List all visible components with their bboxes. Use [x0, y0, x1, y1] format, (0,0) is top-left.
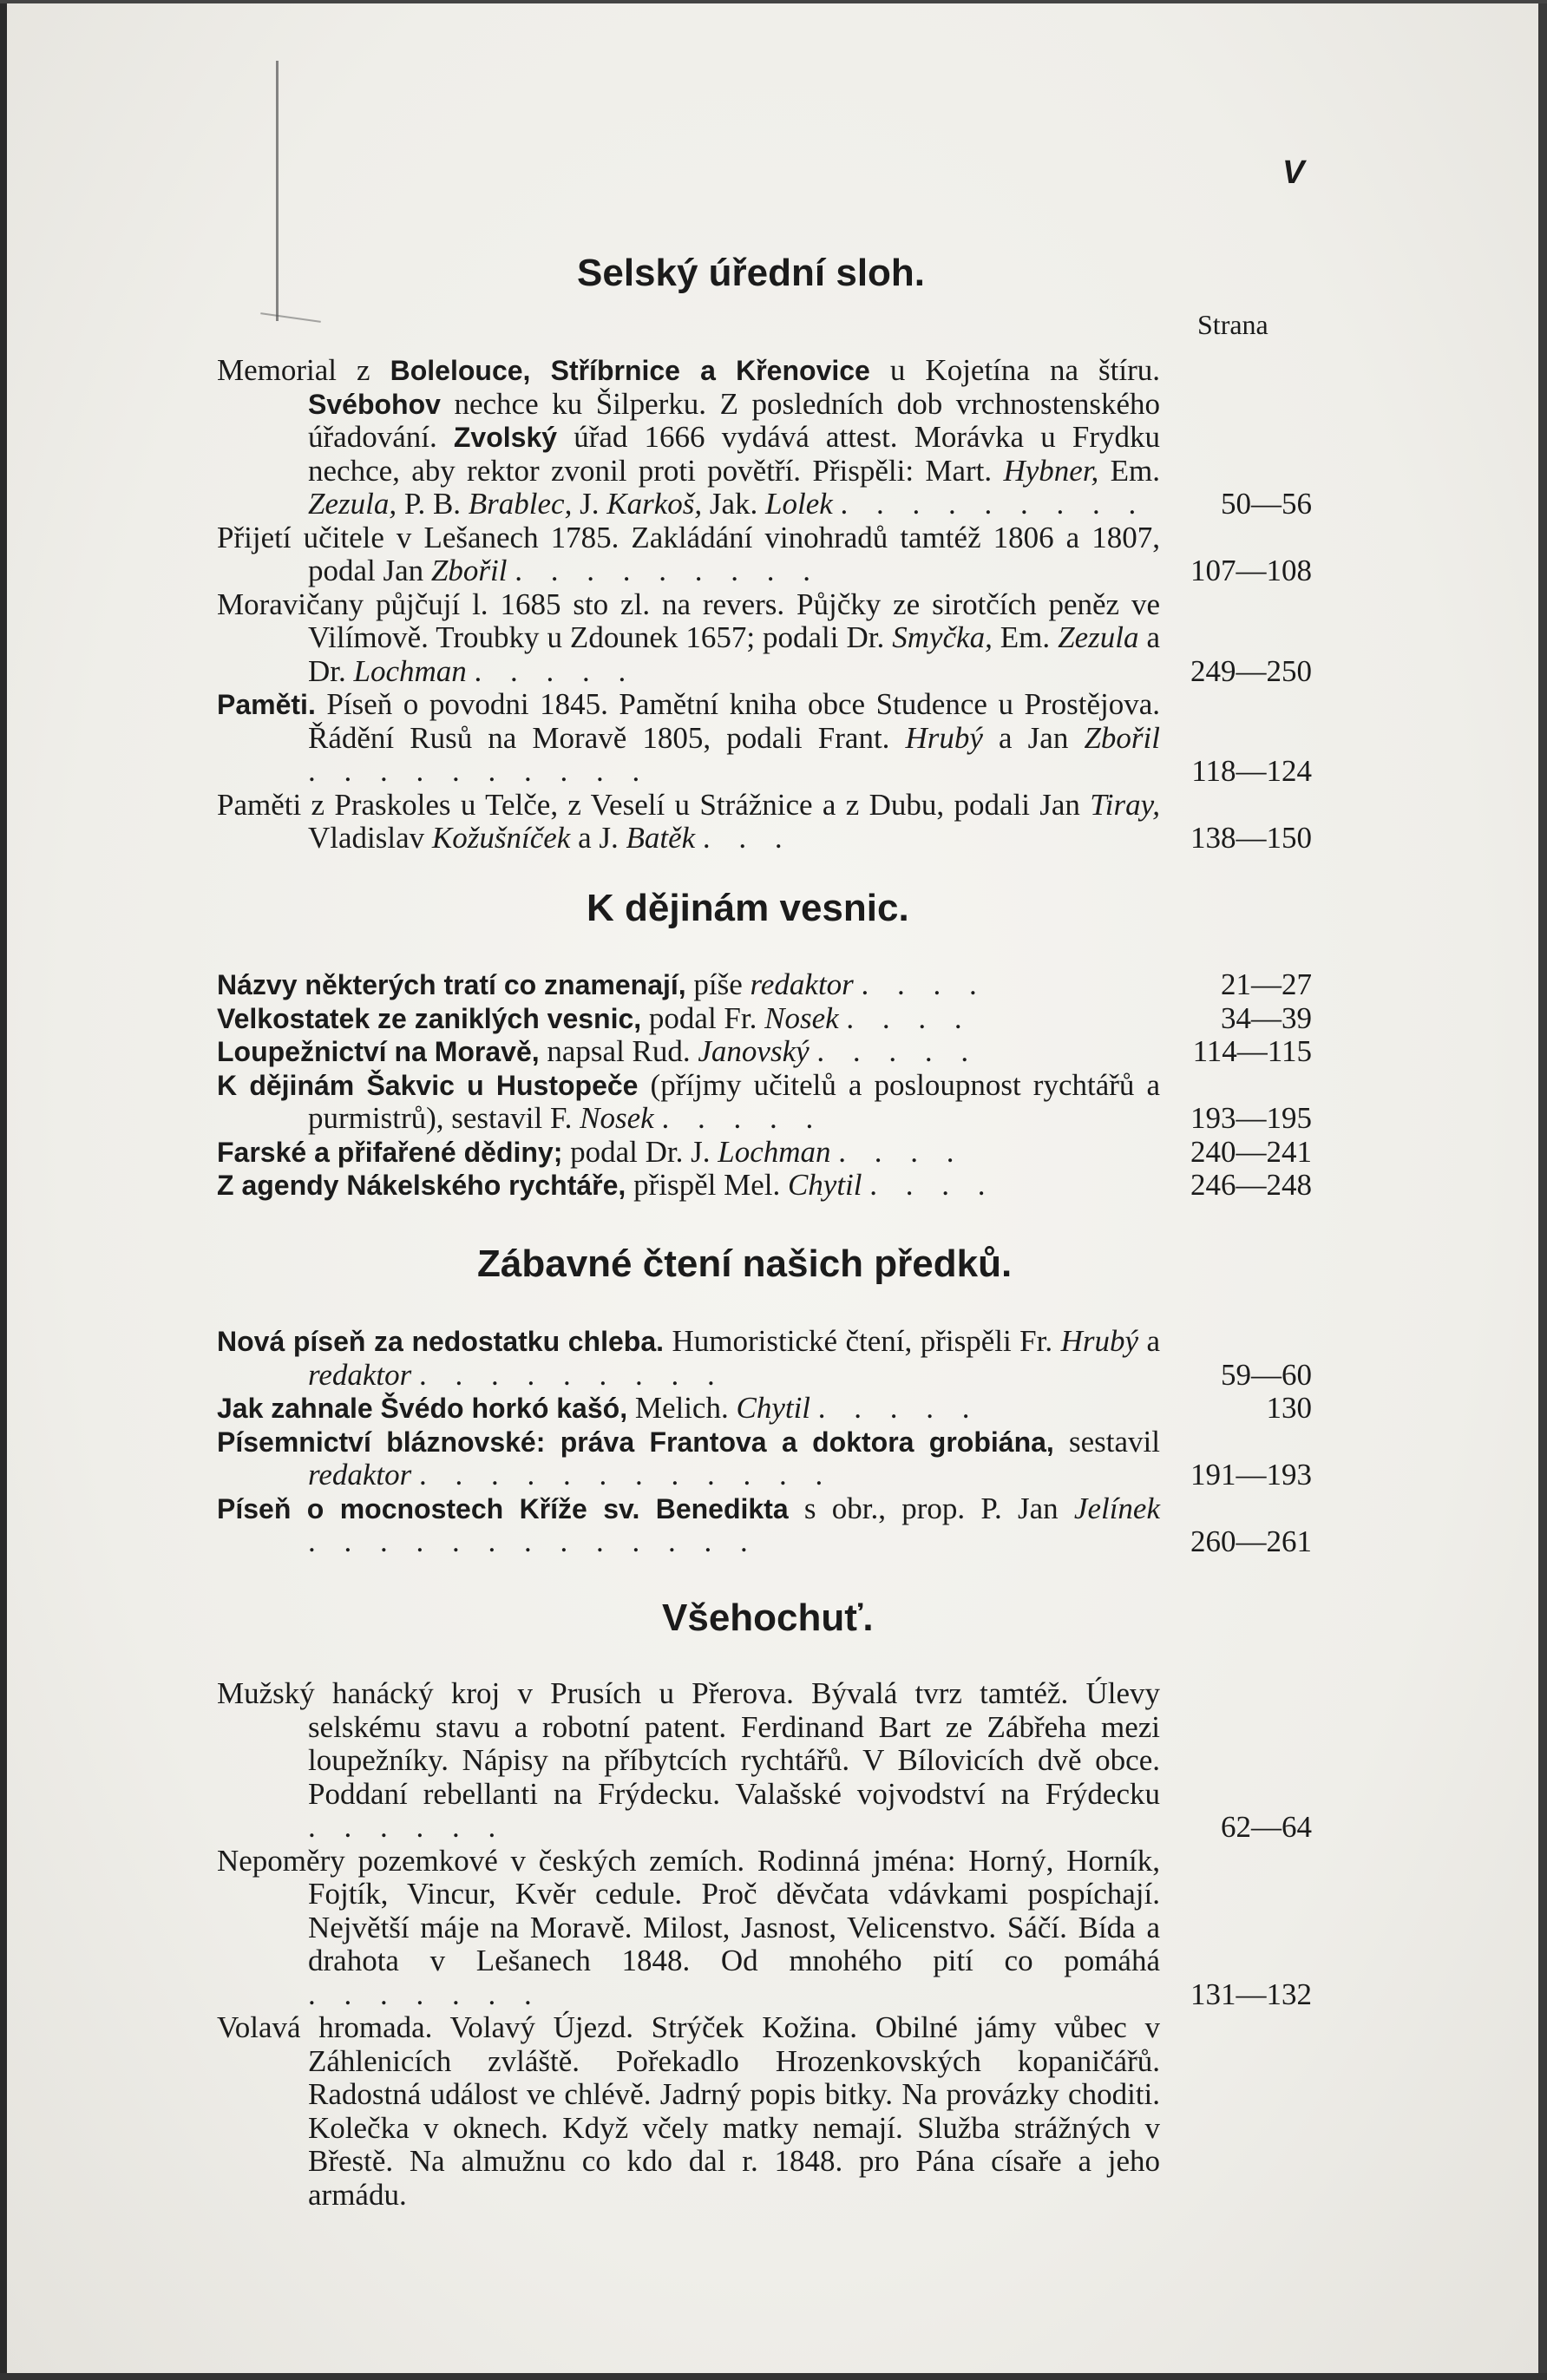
- page-range: 114—115: [1192, 1034, 1312, 1068]
- entry-text-run: Nepoměry pozemkové v českých zemích. Rodinná jména: Horný, Horník, Fojtík, Vincur, Kvěr cedule. Proč děvčata vdávkami pospíchají. Největší máje na Moravě. Milost, Jasnost, Velicenstvo. Sáčí. Bída a drahota v Lešanech 1848. Od mnohého pití co pomáhá: [217, 1843, 1160, 1977]
- scan-border-bottom: [0, 2373, 1547, 2380]
- entry-text-run: píše: [685, 967, 751, 1001]
- entry-bold-title: Bolelouce, Stříbrnice a Křenovice: [390, 355, 870, 386]
- toc-entry-text: [217, 1426, 1312, 1492]
- author-name: Janovský: [698, 1034, 810, 1068]
- page-range: 21—27: [1221, 967, 1312, 1001]
- page-range: 240—241: [1190, 1134, 1312, 1169]
- toc-entry: [217, 1426, 1312, 1492]
- page-range: 107—108: [1190, 554, 1312, 587]
- entry-text-run: a: [1138, 1324, 1161, 1358]
- page-range: 34—39: [1221, 1000, 1312, 1035]
- page-range: 131—132: [1190, 1977, 1312, 2011]
- entry-text-run: Humoristické čtení, přispěli Fr.: [664, 1324, 1061, 1358]
- author-name: Zbořil: [430, 554, 508, 587]
- entry-text-run: sestavil: [1053, 1424, 1161, 1459]
- author-name: Chytil: [736, 1391, 811, 1425]
- toc-entry: [217, 588, 1312, 689]
- page-column-header: Strana: [1197, 309, 1268, 340]
- author-name: Nosek: [580, 1101, 654, 1135]
- author-name: redaktor: [308, 1357, 412, 1392]
- entry-bold-title: Jak zahnale Švédo horkó kašó,: [217, 1393, 628, 1424]
- author-name: redaktor: [308, 1458, 412, 1492]
- entry-text-run: nechce ku Šilperku. Z posledních dob vrchnostenského úřadování.: [308, 386, 1160, 454]
- toc-entry-text: [217, 1136, 1312, 1170]
- toc-entry-text: [217, 1845, 1312, 2012]
- toc-entry-text: [217, 1677, 1312, 1845]
- entry-text-run: a Jan: [982, 720, 1085, 755]
- entry-bold-title: Nová píseň za nedostatku chleba.: [217, 1326, 665, 1357]
- dot-leader: . . . . . . . . . .: [308, 754, 651, 788]
- entry-text-run: J.: [572, 487, 607, 521]
- toc-entry: [217, 1392, 1312, 1426]
- dot-leader: . . . .: [861, 967, 987, 1001]
- entry-text-run: Píseň o povodni 1845. Pamětní kniha obce Studence u Prostějova. Řádění Rusů na Moravě 1805, podali Frant.: [308, 687, 1160, 755]
- entry-text-run: úřad 1666 vydává attest. Morávka u Frydku nechce, aby rektor zvonil proti povětří. Přispěli: Mart.: [308, 420, 1160, 488]
- entry-bold-title: Písemnictví bláznovské: práva Frantova a doktora grobiána,: [217, 1426, 1054, 1458]
- entry-bold-title: Loupežnictví na Moravě,: [217, 1036, 540, 1067]
- entry-text-run: podal Dr. J.: [562, 1134, 718, 1169]
- toc-entry-text: [217, 1169, 1312, 1203]
- dot-leader: . . . .: [869, 1168, 996, 1202]
- toc-entry: [217, 1169, 1312, 1203]
- toc-entry: [217, 1677, 1312, 1845]
- entry-bold-title: Z agendy Nákelského rychtáře,: [217, 1170, 626, 1201]
- dot-leader: . . . . . . . . .: [515, 554, 821, 587]
- section-title: K dějinám vesnic.: [587, 887, 909, 929]
- dot-leader: . . . . . . . . .: [840, 487, 1147, 521]
- entry-text-run: Melich.: [627, 1391, 737, 1425]
- dot-leader: . . . . .: [816, 1034, 980, 1068]
- entry-text-run: P. B.: [397, 487, 469, 521]
- page-range: 59—60: [1221, 1357, 1312, 1392]
- toc-entry-text: [217, 789, 1312, 856]
- dot-leader: . . . . . . . . . . . .: [419, 1458, 834, 1492]
- author-name: Hybner,: [1003, 453, 1099, 488]
- section-title: Všehochuť.: [662, 1597, 874, 1639]
- toc-entry: [217, 1136, 1312, 1170]
- entry-text-run: podal Fr.: [641, 1000, 765, 1035]
- entry-bold-title: Svébohov: [308, 388, 441, 420]
- page-range: 62—64: [1221, 1810, 1312, 1844]
- entry-text-run: Jak.: [702, 487, 765, 521]
- toc-entry: [217, 354, 1312, 521]
- page-range: 249—250: [1190, 653, 1312, 688]
- toc-entry-text: [217, 1392, 1312, 1426]
- toc-entry: [217, 2011, 1312, 2212]
- dot-leader: . . . .: [846, 1000, 973, 1035]
- author-name: Nosek: [764, 1000, 839, 1035]
- entry-text-run: a Dr.: [308, 620, 1160, 688]
- entry-text-run: přispěl Mel.: [626, 1168, 788, 1202]
- author-name: Lochman: [353, 653, 467, 688]
- page-range: 130: [1266, 1391, 1312, 1425]
- toc-entry: [217, 1845, 1312, 2012]
- entry-text-run: (příjmy učitelů a posloupnost rychtářů a purmistrů), sestavil F.: [308, 1067, 1161, 1135]
- toc-entry: [217, 1035, 1312, 1069]
- entry-list: [217, 968, 1312, 1203]
- entry-bold-title: Paměti.: [217, 689, 316, 720]
- entry-list: [217, 1325, 1312, 1559]
- entry-text-run: Em.: [992, 620, 1059, 654]
- toc-entry-text: [217, 354, 1312, 521]
- entry-text-run: Paměti z Praskoles u Telče, z Veselí u Strážnice a z Dubu, podali Jan: [217, 787, 1091, 822]
- scan-mark-line: [276, 61, 279, 321]
- entry-list: [217, 354, 1312, 856]
- author-name: Smyčka,: [892, 620, 993, 654]
- scan-border-left: [0, 0, 7, 2380]
- page-range: 50—56: [1221, 487, 1312, 521]
- entry-text-run: Volavá hromada. Volavý Újezd. Strýček Kožina. Obilné jámy vůbec v Záhlenicích zvláště. Pořekadlo Hrozenkovských kopaničářů. Radostná událost ve chlévě. Jadrný popis bitky. Na provázky choditi. Kolečka v oknech. Když včely matky nemají. Služba strážných v Břestě. Na almužnu co kdo dal r. 1848. pro Pána císaře a jeho armádu.: [217, 2010, 1160, 2212]
- author-name: Lochman: [718, 1134, 831, 1169]
- page-range: 138—150: [1190, 821, 1312, 855]
- entry-text-run: Přijetí učitele v Lešanech 1785. Zakládání vinohradů tamtéž 1806 a 1807, podal Jan: [217, 520, 1160, 587]
- dot-leader: . . . . . .: [308, 1810, 507, 1844]
- dot-leader: . . .: [702, 821, 793, 855]
- toc-entry: [217, 1069, 1312, 1136]
- entry-text-run: s obr., prop. P. Jan: [788, 1491, 1074, 1525]
- toc-entry-text: [217, 521, 1312, 588]
- author-name: redaktor: [750, 967, 854, 1001]
- toc-entry: [217, 688, 1312, 789]
- toc-entry-text: [217, 1002, 1312, 1036]
- section-title: Selský úřední sloh.: [577, 252, 926, 294]
- author-name: Tiray,: [1090, 787, 1160, 822]
- entry-bold-title: Píseň o mocnostech Kříže sv. Benedikta: [217, 1492, 789, 1524]
- toc-entry-text: [217, 968, 1312, 1002]
- page-range: 260—261: [1190, 1524, 1312, 1558]
- page-range: 246—248: [1190, 1168, 1312, 1202]
- toc-entry: [217, 1492, 1312, 1559]
- author-name: Kožušníček: [431, 821, 571, 855]
- dot-leader: . . . . .: [474, 653, 637, 688]
- dot-leader: . . . .: [838, 1134, 965, 1169]
- author-name: Hrubý: [905, 720, 983, 755]
- toc-entry: [217, 1002, 1312, 1036]
- toc-entry: [217, 968, 1312, 1002]
- toc-entry-text: [217, 1325, 1312, 1392]
- scan-border-top: [0, 0, 1547, 3]
- dot-leader: . . . . . . .: [308, 1977, 542, 2011]
- toc-entry-text: [217, 2011, 1312, 2212]
- entry-text-run: Memorial z: [217, 353, 390, 387]
- entry-bold-title: Zvolský: [453, 422, 558, 453]
- page-number: V: [1282, 154, 1305, 191]
- dot-leader: . . . . .: [817, 1391, 980, 1425]
- author-name: Zezula: [1058, 620, 1139, 654]
- entry-text-run: Moravičany půjčují l. 1685 sto zl. na revers. Půjčky ze sirotčích peněz ve Vilímově. Troubky u Zdounek 1657; podali Dr.: [217, 587, 1160, 654]
- dot-leader: . . . . . . . . .: [419, 1357, 725, 1392]
- entry-list: [217, 1677, 1312, 2212]
- toc-entry-text: [217, 1035, 1312, 1069]
- entry-text-run: napsal Rud.: [539, 1034, 698, 1068]
- entry-text-run: u Kojetína na štíru.: [869, 353, 1161, 387]
- toc-entry-text: [217, 588, 1312, 689]
- toc-entry-text: [217, 1069, 1312, 1136]
- dot-leader: . . . . . . . . . . . . .: [308, 1524, 758, 1558]
- entry-bold-title: K dějinám Šakvic u Hustopeče: [217, 1069, 639, 1101]
- page-range: 118—124: [1191, 754, 1312, 788]
- toc-entry-text: [217, 1492, 1312, 1559]
- author-name: Jelínek: [1073, 1491, 1160, 1525]
- toc-entry: [217, 789, 1312, 856]
- author-name: Karkoš,: [606, 487, 703, 521]
- author-name: Batěk: [626, 821, 696, 855]
- scan-mark-tick: [260, 312, 321, 323]
- dot-leader: . . . . .: [661, 1101, 824, 1135]
- author-name: Chytil: [787, 1168, 862, 1202]
- scan-border-right: [1538, 0, 1547, 2380]
- author-name: Brablec,: [468, 487, 573, 521]
- section-title: Zábavné čtení našich předků.: [477, 1242, 1013, 1285]
- entry-text-run: Em.: [1098, 453, 1160, 488]
- author-name: Lolek: [765, 487, 833, 521]
- author-name: Zbořil: [1084, 720, 1160, 755]
- author-name: Hrubý: [1060, 1324, 1138, 1358]
- entry-bold-title: Velkostatek ze zaniklých vesnic,: [217, 1002, 642, 1034]
- entry-text-run: Mužský hanácký kroj v Prusích u Přerova. Bývalá tvrz tamtéž. Úlevy selskému stavu a robotní patent. Ferdinand Bart ze Zábřeha mezi loupežníky. Nápisy na příbytcích rychtářů. V Bílovicích dvě obce. Poddaní rebellanti na Frýdecku. Valašské vojvodství na Frýdecku: [217, 1676, 1160, 1811]
- entry-text-run: a J.: [570, 821, 626, 855]
- page-range: 191—193: [1190, 1458, 1312, 1492]
- toc-entry: [217, 1325, 1312, 1392]
- toc-entry-text: [217, 688, 1312, 789]
- entry-bold-title: Názvy některých tratí co znamenají,: [217, 969, 686, 1000]
- entry-bold-title: Farské a přifařené dědiny;: [217, 1136, 563, 1168]
- author-name: Zezula,: [308, 487, 397, 521]
- toc-entry: [217, 521, 1312, 588]
- page-range: 193—195: [1190, 1101, 1312, 1135]
- entry-text-run: Vladislav: [308, 821, 432, 855]
